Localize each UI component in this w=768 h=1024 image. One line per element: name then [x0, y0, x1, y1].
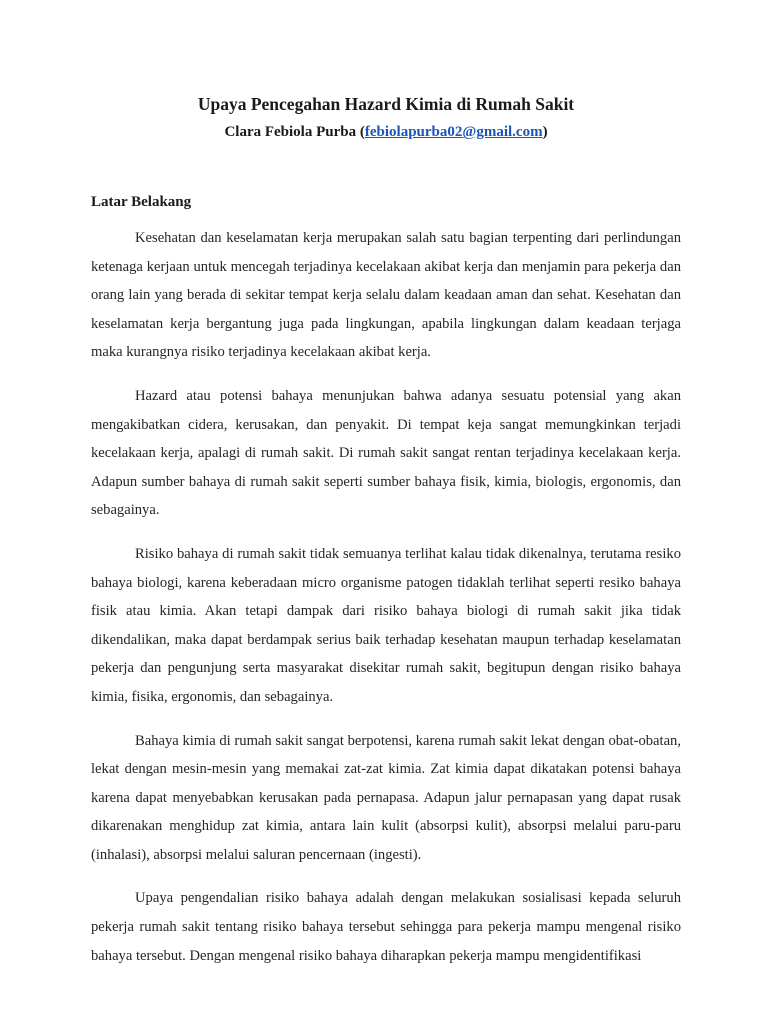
author-close-paren: )	[542, 124, 548, 140]
paragraph-4: Bahaya kimia di rumah sakit sangat berpotensi, karena rumah sakit lekat dengan obat-obatan, lekat dengan mesin-mesin yang memakai zat-zat kimia. Zat kimia dapat dikatakan potensi bahaya karena dapat menyebabkan kerusakan pada pernapasa. Adapun jalur pernapasan yang dapat rusak dikarenakan menghidup zat kimia, antara lain kulit (absorpsi kulit), absorpsi melalui paru-paru (inhalasi), absorpsi melalui saluran pencernaan (ingesti).	[91, 732, 681, 863]
paragraph-3: Risiko bahaya di rumah sakit tidak semuanya terlihat kalau tidak dikenalnya, terutama resiko bahaya biologi, karena keberadaan micro organisme patogen tidaklah terlihat seperti resiko bahaya fisik atau kimia. Akan tetapi dampak dari risiko bahaya biologi di rumah sakit jika tidak dikendalikan, maka dapat berdampak serius baik terhadap kesehatan maupun terhadap keselamatan pekerja dan pengunjung serta masyarakat disekitar rumah sakit, begitupun dengan risiko bahaya kimia, fisika, ergonomis, dan sebagainya.	[91, 545, 681, 705]
paragraph-1: Kesehatan dan keselamatan kerja merupakan salah satu bagian terpenting dari perlindungan ketenaga kerjaan untuk mencegah terjadinya kecelakaan akibat kerja dan menjamin para pekerja dan orang lain yang berada di sekitar tempat kerja selalu dalam keadaan aman dan sehat. Kesehatan dan keselamatan kerja bergantung juga pada lingkungan, apabila lingkungan dalam keadaan terjaga maka kurangnya risiko terjadinya kecelakaan akibat kerja.	[91, 230, 681, 361]
body-paragraphs	[91, 224, 681, 970]
paragraph-2: Hazard atau potensi bahaya menunjukan bahwa adanya sesuatu potensial yang akan mengakibatkan cidera, kerusakan, dan penyakit. Di tempat keja sangat memungkinkan terjadi kecelakaan kerja, apalagi di rumah sakit. Di rumah sakit sangat rentan terjadinya kecelakaan kerja. Adapun sumber bahaya di rumah sakit seperti sumber bahaya fisik, kimia, biologis, ergonomis, dan sebagainya.	[91, 387, 681, 519]
section-heading: Latar Belakang	[91, 194, 192, 210]
author-line	[91, 122, 681, 142]
paragraph-5: Upaya pengendalian risiko bahaya adalah dengan melakukan sosialisasi kepada seluruh pekerja rumah sakit tentang risiko bahaya tersebut sehingga para pekerja mampu mengenal risiko bahaya tersebut. Dengan mengenal risiko bahaya diharapkan pekerja mampu mengidentifikasi	[91, 890, 681, 964]
document-title: Upaya Pencegahan Hazard Kimia di Rumah Sakit	[197, 94, 575, 114]
document-content	[91, 92, 681, 985]
author-name: Clara Febiola Purba	[224, 124, 357, 140]
author-email-link[interactable]: febiolapurba02@gmail.com	[364, 124, 543, 140]
author-open-paren: (	[356, 124, 365, 140]
